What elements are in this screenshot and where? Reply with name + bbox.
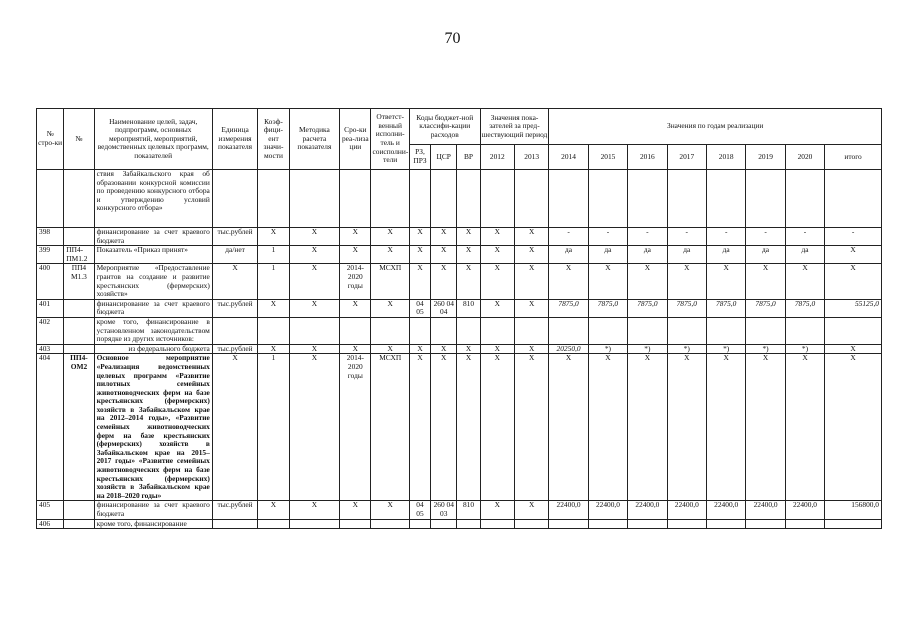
cell-unit: тыс.рублей xyxy=(212,228,257,246)
cell-coef: X xyxy=(258,299,289,317)
cell-method xyxy=(289,519,340,529)
cell-csr: 260 04 04 xyxy=(431,299,457,317)
cell-2012: X xyxy=(480,299,514,317)
cell-row-no xyxy=(37,170,64,228)
cell-2016: да xyxy=(628,246,667,264)
cell-2012 xyxy=(480,317,514,344)
cell-2018: 7875,0 xyxy=(706,299,745,317)
cell-csr: X xyxy=(431,228,457,246)
cell-2012 xyxy=(480,170,514,228)
cell-2015: X xyxy=(588,354,627,501)
cell-2015: *) xyxy=(588,344,627,354)
cell-2016: - xyxy=(628,228,667,246)
cell-coef: 1 xyxy=(258,264,289,299)
cell-rz: X xyxy=(409,228,430,246)
cell-csr: X xyxy=(431,354,457,501)
cell-2013 xyxy=(514,170,548,228)
cell-csr xyxy=(431,519,457,529)
cell-2019 xyxy=(746,317,785,344)
cell-name: финансирование за счет краевого бюджета xyxy=(94,501,212,519)
cell-2016 xyxy=(628,317,667,344)
cell-rz: X xyxy=(409,354,430,501)
cell-no: ПП4-ПМ1.2 xyxy=(64,246,94,264)
table-body xyxy=(37,170,882,529)
cell-row-no: 398 xyxy=(37,228,64,246)
cell-2019: X xyxy=(746,354,785,501)
cell-2014 xyxy=(549,519,588,529)
cell-terms xyxy=(340,317,371,344)
cell-2020: X xyxy=(785,354,824,501)
table-row xyxy=(37,501,882,519)
cell-2019: X xyxy=(746,264,785,299)
cell-unit: X xyxy=(212,264,257,299)
cell-2018: *) xyxy=(706,344,745,354)
cell-row-no: 399 xyxy=(37,246,64,264)
cell-coef: X xyxy=(258,228,289,246)
cell-no xyxy=(64,519,94,529)
cell-terms xyxy=(340,170,371,228)
table-row xyxy=(37,299,882,317)
cell-2016: 22400,0 xyxy=(628,501,667,519)
cell-csr: X xyxy=(431,344,457,354)
cell-2019: 22400,0 xyxy=(746,501,785,519)
cell-2019: да xyxy=(746,246,785,264)
cell-2020: - xyxy=(785,228,824,246)
cell-rz: X xyxy=(409,246,430,264)
cell-csr: 260 04 03 xyxy=(431,501,457,519)
cell-2019: - xyxy=(746,228,785,246)
cell-2017: 7875,0 xyxy=(667,299,706,317)
cell-responsible: МСХП xyxy=(371,354,409,501)
table-row xyxy=(37,519,882,529)
cell-2013: X xyxy=(514,246,548,264)
cell-terms: X xyxy=(340,344,371,354)
cell-2016: X xyxy=(628,264,667,299)
cell-2016 xyxy=(628,170,667,228)
cell-2017: *) xyxy=(667,344,706,354)
cell-2013: X xyxy=(514,354,548,501)
cell-rz xyxy=(409,519,430,529)
cell-2015: 7875,0 xyxy=(588,299,627,317)
header-total: итого xyxy=(825,144,882,169)
cell-terms: 2014-2020 годы xyxy=(340,354,371,501)
cell-vr: X xyxy=(457,344,480,354)
cell-2015: X xyxy=(588,264,627,299)
header-2014: 2014 xyxy=(549,144,588,169)
cell-2015: да xyxy=(588,246,627,264)
cell-2017: 22400,0 xyxy=(667,501,706,519)
cell-2016: X xyxy=(628,354,667,501)
cell-total: X xyxy=(825,264,882,299)
cell-2018: X xyxy=(706,264,745,299)
cell-no: ПП4-ОМ2 xyxy=(64,354,94,501)
cell-2014: 7875,0 xyxy=(549,299,588,317)
cell-2017: X xyxy=(667,264,706,299)
cell-2014 xyxy=(549,317,588,344)
header-2013: 2013 xyxy=(514,144,548,169)
cell-2013 xyxy=(514,519,548,529)
table-row xyxy=(37,344,882,354)
cell-row-no: 403 xyxy=(37,344,64,354)
cell-name: Мероприятие «Предоставление грантов на создание и развитие крестьянских (фермерских) хозяйств» xyxy=(94,264,212,299)
cell-row-no: 401 xyxy=(37,299,64,317)
cell-2013: X xyxy=(514,264,548,299)
cell-2018: 22400,0 xyxy=(706,501,745,519)
cell-unit: тыс.рублей xyxy=(212,501,257,519)
header-vr: ВР xyxy=(457,144,480,169)
cell-2019 xyxy=(746,519,785,529)
cell-unit: тыс.рублей xyxy=(212,344,257,354)
cell-2014: X xyxy=(549,264,588,299)
cell-unit xyxy=(212,170,257,228)
cell-vr xyxy=(457,519,480,529)
cell-vr: 810 xyxy=(457,299,480,317)
cell-unit xyxy=(212,317,257,344)
header-coef: Коэф-фици-ент значи-мости xyxy=(258,109,289,170)
cell-rz: 04 05 xyxy=(409,501,430,519)
header-2017: 2017 xyxy=(667,144,706,169)
table-row xyxy=(37,264,882,299)
cell-2019: 7875,0 xyxy=(746,299,785,317)
cell-total: X xyxy=(825,344,882,354)
cell-2020: 22400,0 xyxy=(785,501,824,519)
cell-vr: X xyxy=(457,354,480,501)
cell-2020: да xyxy=(785,246,824,264)
cell-no xyxy=(64,170,94,228)
header-terms: Сро-ки реа-лиза ции xyxy=(340,109,371,170)
cell-terms: X xyxy=(340,228,371,246)
cell-2018 xyxy=(706,317,745,344)
cell-2017 xyxy=(667,317,706,344)
cell-method xyxy=(289,170,340,228)
page-number: 70 xyxy=(444,30,461,47)
cell-coef: X xyxy=(258,501,289,519)
cell-2014: X xyxy=(549,354,588,501)
cell-vr xyxy=(457,317,480,344)
cell-2013 xyxy=(514,317,548,344)
cell-row-no: 404 xyxy=(37,354,64,501)
cell-2019: *) xyxy=(746,344,785,354)
cell-2012: X xyxy=(480,264,514,299)
cell-2012: X xyxy=(480,344,514,354)
header-unit: Единица измерения показателя xyxy=(212,109,257,170)
cell-responsible: X xyxy=(371,246,409,264)
table-row xyxy=(37,354,882,501)
cell-vr xyxy=(457,170,480,228)
cell-2017: X xyxy=(667,354,706,501)
cell-responsible: X xyxy=(371,501,409,519)
cell-2018: X xyxy=(706,354,745,501)
cell-method: X xyxy=(289,246,340,264)
cell-method: X xyxy=(289,501,340,519)
cell-rz: X xyxy=(409,344,430,354)
cell-total: - xyxy=(825,228,882,246)
table-header xyxy=(37,109,882,170)
cell-rz xyxy=(409,170,430,228)
cell-name: Основное мероприятие «Реализация ведомственных целевых программ «Развитие пилотных семейных животноводческих ферм на базе крестьянских (фермерских) хозяйств в Забайкальском крае на 2012–2014 годы», «Развитие семейных животноводческих ферм на базе крестьянских (фермерских) хозяйств в Забайкальском крае на 2015–2017 годы» «Развитие семейных животноводческих ферм на базе крестьянских (фермерских) хозяйств в Забайкальском крае на 2018–2020 годы» xyxy=(94,354,212,501)
table-row xyxy=(37,246,882,264)
cell-2012 xyxy=(480,519,514,529)
header-rz: РЗ, ПРЗ xyxy=(409,144,430,169)
cell-rz: X xyxy=(409,264,430,299)
table-row xyxy=(37,170,882,228)
cell-2013: X xyxy=(514,344,548,354)
cell-responsible: X xyxy=(371,299,409,317)
cell-2014: - xyxy=(549,228,588,246)
cell-2014 xyxy=(549,170,588,228)
cell-method: X xyxy=(289,354,340,501)
cell-2013: X xyxy=(514,501,548,519)
cell-method: X xyxy=(289,344,340,354)
cell-2018: - xyxy=(706,228,745,246)
cell-2014: да xyxy=(549,246,588,264)
cell-2017 xyxy=(667,519,706,529)
cell-2020 xyxy=(785,519,824,529)
cell-2017: - xyxy=(667,228,706,246)
header-2019: 2019 xyxy=(746,144,785,169)
header-2016: 2016 xyxy=(628,144,667,169)
cell-2015 xyxy=(588,170,627,228)
cell-coef: 1 xyxy=(258,354,289,501)
cell-total: 55125,0 xyxy=(825,299,882,317)
header-2018: 2018 xyxy=(706,144,745,169)
header-responsible: Ответст-венный исполни-тель и соисполни-тели xyxy=(371,109,409,170)
table-row xyxy=(37,228,882,246)
cell-no xyxy=(64,317,94,344)
cell-coef xyxy=(258,317,289,344)
cell-2012: X xyxy=(480,246,514,264)
cell-terms: X xyxy=(340,299,371,317)
cell-2016: 7875,0 xyxy=(628,299,667,317)
cell-responsible xyxy=(371,317,409,344)
cell-coef xyxy=(258,170,289,228)
cell-rz: 04 05 xyxy=(409,299,430,317)
cell-responsible xyxy=(371,170,409,228)
cell-row-no: 406 xyxy=(37,519,64,529)
header-prev-values: Значения пока-зателей за пред-шествующий период xyxy=(480,109,549,145)
cell-vr: X xyxy=(457,228,480,246)
cell-method: X xyxy=(289,228,340,246)
cell-coef xyxy=(258,519,289,529)
cell-2012: X xyxy=(480,501,514,519)
cell-vr: 810 xyxy=(457,501,480,519)
cell-csr xyxy=(431,170,457,228)
cell-csr: X xyxy=(431,264,457,299)
cell-name: финансирование за счет краевого бюджета xyxy=(94,228,212,246)
cell-row-no: 402 xyxy=(37,317,64,344)
header-csr: ЦСР xyxy=(431,144,457,169)
cell-2016: *) xyxy=(628,344,667,354)
program-table xyxy=(36,108,882,529)
header-values-by-year: Значения по годам реализации xyxy=(549,109,882,145)
cell-vr: X xyxy=(457,246,480,264)
cell-2020: *) xyxy=(785,344,824,354)
cell-2015 xyxy=(588,519,627,529)
cell-total: X xyxy=(825,354,882,501)
cell-2017 xyxy=(667,170,706,228)
header-2012: 2012 xyxy=(480,144,514,169)
cell-method xyxy=(289,317,340,344)
cell-name: кроме того, финансирование в установленном законодательством порядке из других источников: xyxy=(94,317,212,344)
cell-row-no: 400 xyxy=(37,264,64,299)
cell-2015: 22400,0 xyxy=(588,501,627,519)
cell-terms: 2014-2020 годы xyxy=(340,264,371,299)
cell-2018 xyxy=(706,170,745,228)
cell-no: ПП4 М1.3 xyxy=(64,264,94,299)
header-2020: 2020 xyxy=(785,144,824,169)
cell-2018 xyxy=(706,519,745,529)
cell-unit xyxy=(212,519,257,529)
cell-2014: 20250,0 xyxy=(549,344,588,354)
cell-total xyxy=(825,519,882,529)
cell-row-no: 405 xyxy=(37,501,64,519)
cell-2020 xyxy=(785,317,824,344)
cell-responsible: X xyxy=(371,228,409,246)
cell-name: ствия Забайкальского края об образовании конкурсной комиссии по проведению конкурсного отбора и утверждению условий конкурсного отбора» xyxy=(94,170,212,228)
cell-coef: X xyxy=(258,344,289,354)
cell-2012: X xyxy=(480,354,514,501)
cell-responsible: X xyxy=(371,344,409,354)
cell-2017: да xyxy=(667,246,706,264)
cell-2013: X xyxy=(514,299,548,317)
cell-rz xyxy=(409,317,430,344)
cell-name: финансирование за счет краевого бюджета xyxy=(94,299,212,317)
cell-total xyxy=(825,317,882,344)
header-budget-codes: Коды бюджет-ной классифи-кации расходов xyxy=(409,109,480,145)
cell-name: кроме того, финансирование xyxy=(94,519,212,529)
cell-name: Показатель «Приказ принят» xyxy=(94,246,212,264)
cell-unit: X xyxy=(212,354,257,501)
cell-no xyxy=(64,344,94,354)
header-2015: 2015 xyxy=(588,144,627,169)
header-no: № xyxy=(64,109,94,170)
cell-no xyxy=(64,228,94,246)
cell-2013: X xyxy=(514,228,548,246)
cell-total xyxy=(825,170,882,228)
cell-terms: X xyxy=(340,501,371,519)
cell-total: 156800,0 xyxy=(825,501,882,519)
cell-2012: X xyxy=(480,228,514,246)
cell-terms xyxy=(340,519,371,529)
header-row-no: № стро-ки xyxy=(37,109,64,170)
cell-coef: 1 xyxy=(258,246,289,264)
cell-no xyxy=(64,299,94,317)
header-name: Наименование целей, задач, подпрограмм, основных мероприятий, мероприятий, ведомственных целевых программ, показателей xyxy=(94,109,212,170)
cell-unit: тыс.рублей xyxy=(212,299,257,317)
cell-2016 xyxy=(628,519,667,529)
cell-2014: 22400,0 xyxy=(549,501,588,519)
cell-2020: 7875,0 xyxy=(785,299,824,317)
cell-vr: X xyxy=(457,264,480,299)
cell-2015: - xyxy=(588,228,627,246)
header-method: Методика расчета показателя xyxy=(289,109,340,170)
cell-total: X xyxy=(825,246,882,264)
cell-2015 xyxy=(588,317,627,344)
cell-csr: X xyxy=(431,246,457,264)
cell-no xyxy=(64,501,94,519)
cell-2018: да xyxy=(706,246,745,264)
cell-method: X xyxy=(289,299,340,317)
cell-unit: да/нет xyxy=(212,246,257,264)
cell-responsible: МСХП xyxy=(371,264,409,299)
cell-2019 xyxy=(746,170,785,228)
cell-terms: X xyxy=(340,246,371,264)
cell-2020 xyxy=(785,170,824,228)
cell-method: X xyxy=(289,264,340,299)
cell-csr xyxy=(431,317,457,344)
table-row xyxy=(37,317,882,344)
cell-responsible xyxy=(371,519,409,529)
cell-name: из федерального бюджета xyxy=(94,344,212,354)
cell-2020: X xyxy=(785,264,824,299)
